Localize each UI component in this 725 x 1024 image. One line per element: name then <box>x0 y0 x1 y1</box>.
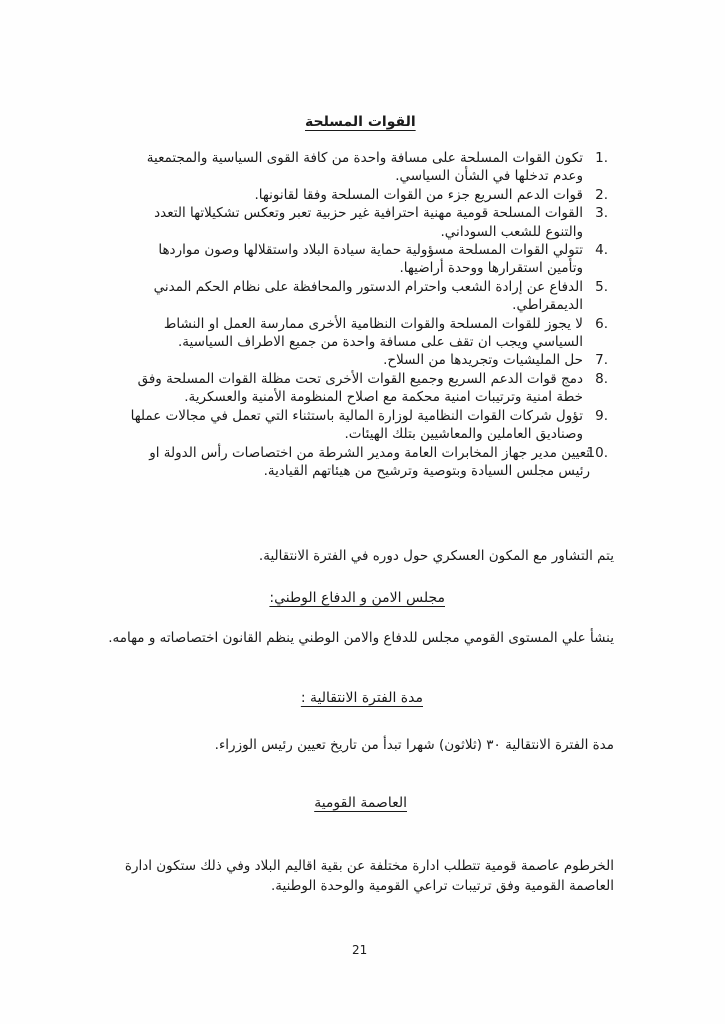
list-item-line: تؤول شركات القوات النظامية لوزارة المالية باستثناء التي تعمل في مجالات عملها <box>130 407 583 424</box>
list-item-number: 8. <box>595 370 608 387</box>
list-item-number: 6. <box>595 315 608 332</box>
list-item-line: دمج قوات الدعم السريع وجميع القوات الأخرى تحت مظلة القوات المسلحة وفق <box>137 370 583 387</box>
section-heading-security-council: مجلس الامن و الدفاع الوطني: <box>269 590 445 606</box>
page-number: 21 <box>352 943 368 957</box>
list-item-number: 3. <box>595 205 608 222</box>
list-item <box>128 204 608 241</box>
section-heading-national-capital: العاصمة القومية <box>314 795 407 811</box>
list-item-line: وعدم تدخلها في الشأن السياسي. <box>395 168 583 185</box>
list-item <box>128 241 608 278</box>
list-item <box>128 351 608 369</box>
list-item-line: والتنوع للشعب السوداني. <box>440 223 583 240</box>
section-title-armed-forces: القوات المسلحة <box>305 114 416 130</box>
list-item-number: 2. <box>595 186 608 203</box>
list-item-line: حل المليشيات وتجريدها من السلاح. <box>383 352 583 369</box>
armed-forces-list <box>128 149 608 480</box>
list-item <box>128 278 608 315</box>
consultation-note: يتم التشاور مع المكون العسكري حول دوره في الفترة الانتقالية. <box>258 548 614 564</box>
list-item-line: وصناديق العاملين والمعاشيين بتلك الهيئات. <box>344 426 583 443</box>
national-capital-text-line: العاصمة القومية وفق ترتيبات تراعي القومية والوحدة الوطنية. <box>270 878 614 894</box>
list-item-line: لا يجوز للقوات المسلحة والقوات النظامية الأخرى ممارسة العمل او النشاط <box>163 315 583 332</box>
list-item-line: خطة امنية وترتيبات امنية محكمة مع اصلاح المنظومة الأمنية والعسكرية. <box>184 389 583 406</box>
list-item-line: القوات المسلحة قومية مهنية احترافية غير حزبية تعبر وتعكس تشكيلاتها التعدد <box>154 205 583 222</box>
list-item-number: 9. <box>595 407 608 424</box>
list-item-line: تكون القوات المسلحة على مسافة واحدة من كافة القوى السياسية والمجتمعية <box>146 150 583 166</box>
list-item-number: 10. <box>586 444 608 461</box>
section-heading-transition-period: مدة الفترة الانتقالية : <box>300 690 423 706</box>
list-item <box>128 149 608 186</box>
security-council-text: ينشأ علي المستوى القومي مجلس للدفاع والامن الوطني ينظم القانون اختصاصاته و مهامه. <box>108 630 614 646</box>
list-item-line: تتولي القوات المسلحة مسؤولية حماية سيادة البلاد واستقلالها وصون مواردها <box>158 242 583 259</box>
list-item <box>128 407 608 444</box>
list-item <box>128 186 608 204</box>
list-item <box>128 370 608 407</box>
national-capital-text-line: الخرطوم عاصمة قومية تتطلب ادارة مختلفة عن بقية اقاليم البلاد وفي ذلك ستكون ادارة <box>124 858 614 874</box>
list-item-number: 7. <box>595 352 608 369</box>
transition-period-text: مدة الفترة الانتقالية ٣٠ (ثلاثون) شهرا تبدأ من تاريخ تعيين رئيس الوزراء. <box>214 737 614 753</box>
list-item-number: 4. <box>595 242 608 259</box>
list-item-line: رئيس مجلس السيادة وبتوصية وترشيح من هيئاتهم القيادية. <box>263 462 590 479</box>
list-item-line: تعيين مدير جهاز المخابرات العامة ومدير الشرطة من اختصاصات رأس الدولة او <box>149 444 590 461</box>
list-item-line: الديمقراطي. <box>512 297 583 314</box>
list-item-line: السياسي ويجب ان تقف على مسافة واحدة من جميع الاطراف السياسية. <box>178 334 583 351</box>
list-item-number: 1. <box>595 150 608 166</box>
list-item-line: الدفاع عن إرادة الشعب واحترام الدستور والمحافظة على نظام الحكم المدني <box>153 278 583 295</box>
list-item <box>128 315 608 352</box>
list-item <box>128 444 608 481</box>
list-item-line: قوات الدعم السريع جزء من القوات المسلحة وفقا لقانونها. <box>254 186 583 203</box>
list-item-number: 5. <box>595 278 608 295</box>
list-item-line: وتأمين استقرارها ووحدة أراضيها. <box>399 260 583 277</box>
